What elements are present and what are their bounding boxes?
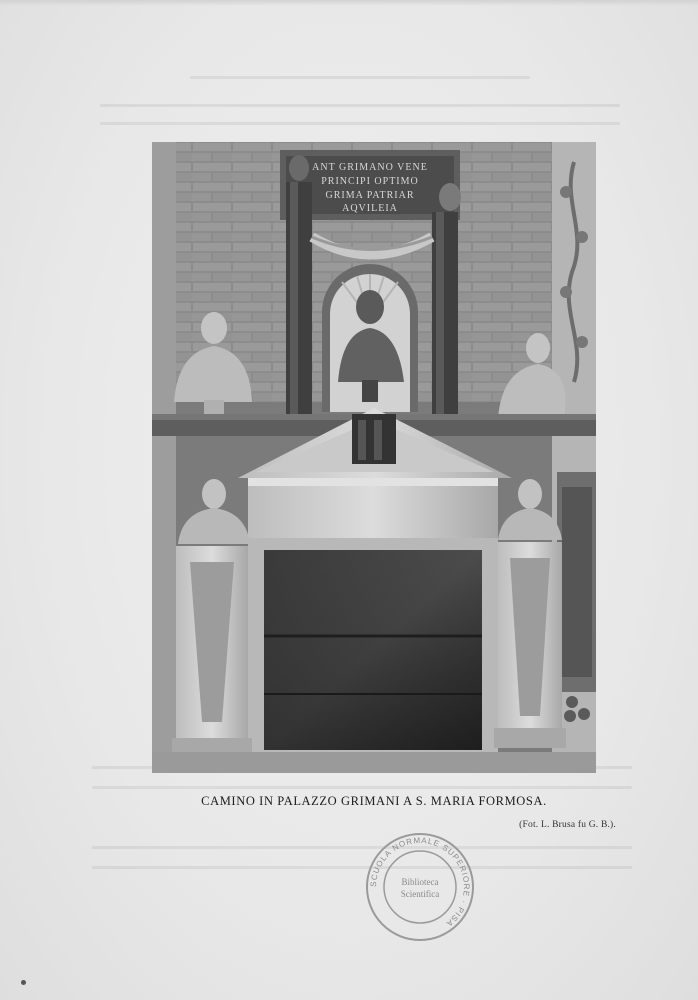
page-edge-shadow [0, 0, 698, 6]
bleed-through-line [92, 846, 632, 849]
stamp-inner-text: Scientifica [400, 889, 440, 899]
fireplace-photo-drawing [152, 142, 596, 773]
bleed-through-line [92, 786, 632, 789]
bleed-through-line [100, 122, 620, 125]
inscription-line: AQVILEIA [342, 203, 398, 214]
bleed-through-line [100, 104, 620, 107]
inscription-line: ANT GRIMANO VENE [312, 162, 428, 173]
figure-caption: CAMINO IN PALAZZO GRIMANI A S. MARIA FORMOSA. [201, 794, 547, 808]
inscription-line: PRINCIPI OPTIMO [321, 176, 419, 187]
page-speck [21, 980, 26, 985]
stamp-inner-text: Biblioteca [401, 877, 439, 887]
library-stamp [364, 831, 476, 943]
inscription-line: GRIMA PATRIAR [325, 190, 415, 201]
bleed-through-line [190, 76, 530, 79]
fireplace-photograph [152, 142, 596, 773]
stamp-outer-text: SCUOLA NORMALE SUPERIORE · PISA [368, 835, 472, 929]
photo-credit: (Fot. L. Brusa fu G. B.). [519, 820, 616, 830]
bleed-through-line [92, 866, 632, 869]
